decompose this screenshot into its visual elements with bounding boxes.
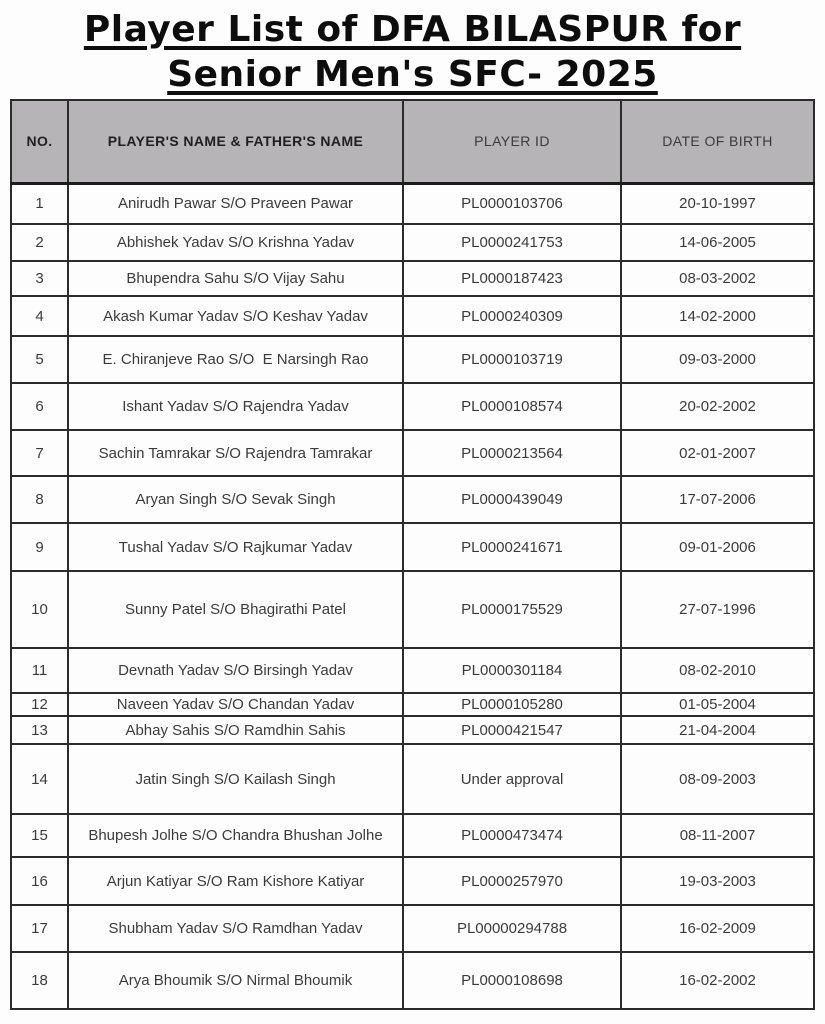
cell-dob: 14-02-2000 — [621, 296, 814, 336]
cell-dob: 16-02-2002 — [621, 952, 814, 1009]
page-title — [0, 0, 825, 99]
column-header-player-id: PLAYER ID — [403, 100, 621, 183]
cell-dob: 21-04-2004 — [621, 716, 814, 744]
table-row — [11, 224, 814, 261]
cell-dob: 17-07-2006 — [621, 476, 814, 523]
cell-name: Arya Bhoumik S/O Nirmal Bhoumik — [68, 952, 403, 1009]
cell-no: 14 — [11, 744, 68, 814]
cell-player-id: PL0000105280 — [403, 693, 621, 716]
table-row — [11, 952, 814, 1009]
column-header-no: NO. — [11, 100, 68, 183]
cell-no: 1 — [11, 183, 68, 224]
title-line-2: Senior Men's SFC- 2025 — [167, 54, 658, 95]
cell-player-id: PL0000301184 — [403, 648, 621, 693]
cell-player-id: PL00000294788 — [403, 905, 621, 952]
cell-name: E. Chiranjeve Rao S/O E Narsingh Rao — [68, 336, 403, 383]
cell-no: 2 — [11, 224, 68, 261]
table-body — [11, 183, 814, 1009]
cell-dob: 16-02-2009 — [621, 905, 814, 952]
cell-dob: 08-03-2002 — [621, 261, 814, 296]
cell-player-id: Under approval — [403, 744, 621, 814]
cell-no: 17 — [11, 905, 68, 952]
cell-no: 12 — [11, 693, 68, 716]
cell-player-id: PL0000108574 — [403, 383, 621, 430]
cell-dob: 20-10-1997 — [621, 183, 814, 224]
cell-no: 18 — [11, 952, 68, 1009]
cell-dob: 20-02-2002 — [621, 383, 814, 430]
cell-name: Aryan Singh S/O Sevak Singh — [68, 476, 403, 523]
cell-name: Sachin Tamrakar S/O Rajendra Tamrakar — [68, 430, 403, 476]
cell-no: 10 — [11, 571, 68, 648]
cell-dob: 08-02-2010 — [621, 648, 814, 693]
column-header-name: PLAYER'S NAME & FATHER'S NAME — [68, 100, 403, 183]
cell-name: Bhupendra Sahu S/O Vijay Sahu — [68, 261, 403, 296]
cell-dob: 27-07-1996 — [621, 571, 814, 648]
cell-no: 16 — [11, 857, 68, 905]
cell-dob: 09-01-2006 — [621, 523, 814, 571]
table-row — [11, 430, 814, 476]
column-header-dob: DATE OF BIRTH — [621, 100, 814, 183]
cell-player-id: PL0000103706 — [403, 183, 621, 224]
table-row — [11, 744, 814, 814]
cell-player-id: PL0000103719 — [403, 336, 621, 383]
cell-name: Naveen Yadav S/O Chandan Yadav — [68, 693, 403, 716]
cell-no: 4 — [11, 296, 68, 336]
cell-name: Shubham Yadav S/O Ramdhan Yadav — [68, 905, 403, 952]
cell-player-id: PL0000213564 — [403, 430, 621, 476]
table-row — [11, 336, 814, 383]
cell-name: Tushal Yadav S/O Rajkumar Yadav — [68, 523, 403, 571]
table-row — [11, 693, 814, 716]
table-row — [11, 261, 814, 296]
cell-name: Ishant Yadav S/O Rajendra Yadav — [68, 383, 403, 430]
cell-no: 15 — [11, 814, 68, 857]
cell-dob: 02-01-2007 — [621, 430, 814, 476]
title-line-1: Player List of DFA BILASPUR for — [83, 9, 742, 50]
cell-dob: 09-03-2000 — [621, 336, 814, 383]
table-row — [11, 523, 814, 571]
cell-name: Arjun Katiyar S/O Ram Kishore Katiyar — [68, 857, 403, 905]
cell-player-id: PL0000240309 — [403, 296, 621, 336]
table-row — [11, 814, 814, 857]
cell-player-id: PL0000241671 — [403, 523, 621, 571]
cell-player-id: PL0000175529 — [403, 571, 621, 648]
cell-player-id: PL0000439049 — [403, 476, 621, 523]
table-row — [11, 571, 814, 648]
table-header-row — [11, 100, 814, 183]
table-row — [11, 716, 814, 744]
cell-player-id: PL0000257970 — [403, 857, 621, 905]
cell-no: 8 — [11, 476, 68, 523]
cell-player-id: PL0000108698 — [403, 952, 621, 1009]
cell-no: 5 — [11, 336, 68, 383]
cell-player-id: PL0000187423 — [403, 261, 621, 296]
cell-name: Abhishek Yadav S/O Krishna Yadav — [68, 224, 403, 261]
table-row — [11, 183, 814, 224]
cell-name: Anirudh Pawar S/O Praveen Pawar — [68, 183, 403, 224]
cell-name: Sunny Patel S/O Bhagirathi Patel — [68, 571, 403, 648]
cell-name: Abhay Sahis S/O Ramdhin Sahis — [68, 716, 403, 744]
table-row — [11, 648, 814, 693]
cell-dob: 19-03-2003 — [621, 857, 814, 905]
cell-no: 11 — [11, 648, 68, 693]
cell-name: Jatin Singh S/O Kailash Singh — [68, 744, 403, 814]
cell-player-id: PL0000241753 — [403, 224, 621, 261]
cell-player-id: PL0000421547 — [403, 716, 621, 744]
cell-no: 7 — [11, 430, 68, 476]
cell-name: Devnath Yadav S/O Birsingh Yadav — [68, 648, 403, 693]
table-row — [11, 857, 814, 905]
cell-dob: 14-06-2005 — [621, 224, 814, 261]
cell-no: 13 — [11, 716, 68, 744]
cell-dob: 08-11-2007 — [621, 814, 814, 857]
cell-player-id: PL0000473474 — [403, 814, 621, 857]
cell-dob: 08-09-2003 — [621, 744, 814, 814]
table-row — [11, 383, 814, 430]
cell-no: 6 — [11, 383, 68, 430]
cell-name: Akash Kumar Yadav S/O Keshav Yadav — [68, 296, 403, 336]
table-row — [11, 476, 814, 523]
cell-name: Bhupesh Jolhe S/O Chandra Bhushan Jolhe — [68, 814, 403, 857]
table-row — [11, 905, 814, 952]
table-row — [11, 296, 814, 336]
cell-no: 9 — [11, 523, 68, 571]
cell-no: 3 — [11, 261, 68, 296]
cell-dob: 01-05-2004 — [621, 693, 814, 716]
player-table — [10, 99, 815, 1010]
